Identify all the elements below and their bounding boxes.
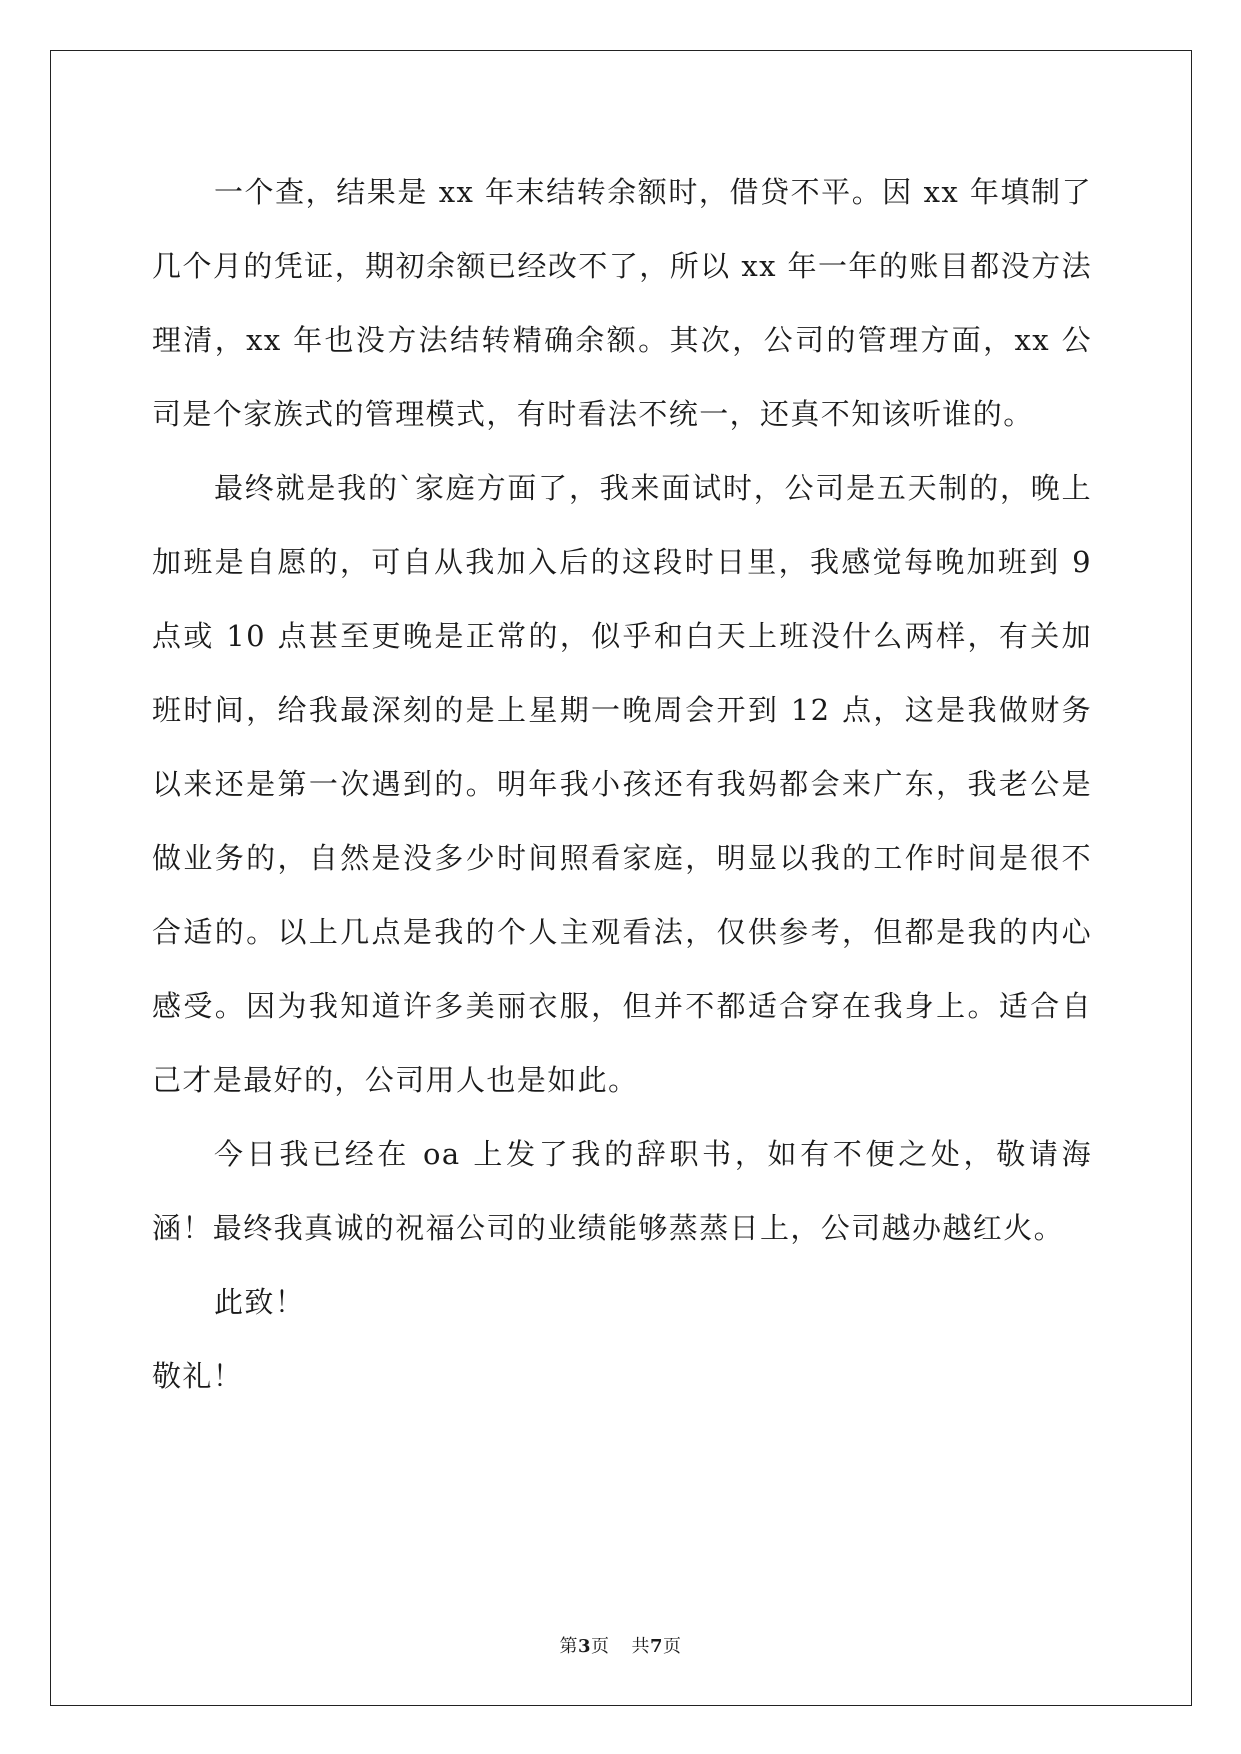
total-prefix: 共	[631, 1636, 650, 1657]
page-prefix: 第	[559, 1636, 578, 1657]
page-total: 7	[650, 1636, 664, 1657]
page-unit: 页	[591, 1636, 610, 1657]
document-body	[152, 155, 1092, 1413]
paragraph-2: 最终就是我的`家庭方面了，我来面试时，公司是五天制的，晚上加班是自愿的，可自从我加入后的这段时日里，我感觉每晚加班到 9 点或 10 点甚至更晚是正常的，似乎和白天上班没什么两样，有关加班时间，给我最深刻的是上星期一晚周会开到 12 点，这是我做财务以来还是第一次遇到的。明年我小孩还有我妈都会来广东，我老公是做业务的，自然是没多少时间照看家庭，明显以我的工作时间是很不合适的。以上几点是我的个人主观看法，仅供参考，但都是我的内心感受。因为我知道许多美丽衣服，但并不都适合穿在我身上。适合自己才是最好的，公司用人也是如此。	[152, 471, 1092, 1097]
paragraph-3: 今日我已经在 oa 上发了我的辞职书，如有不便之处，敬请海涵！最终我真诚的祝福公司的业绩能够蒸蒸日上，公司越办越红火。	[152, 1137, 1092, 1245]
total-unit: 页	[663, 1636, 682, 1657]
closing-salutation: 此致！	[214, 1285, 306, 1319]
page-current: 3	[577, 1636, 591, 1657]
closing-regards: 敬礼！	[152, 1359, 244, 1393]
page-footer	[0, 1632, 1241, 1658]
paragraph-1: 一个查，结果是 xx 年末结转余额时，借贷不平。因 xx 年填制了几个月的凭证，期初余额已经改不了，所以 xx 年一年的账目都没方法理清，xx 年也没方法结转精确余额。其次，公司的管理方面，xx 公司是个家族式的管理模式，有时看法不统一，还真不知该听谁的。	[152, 175, 1092, 431]
